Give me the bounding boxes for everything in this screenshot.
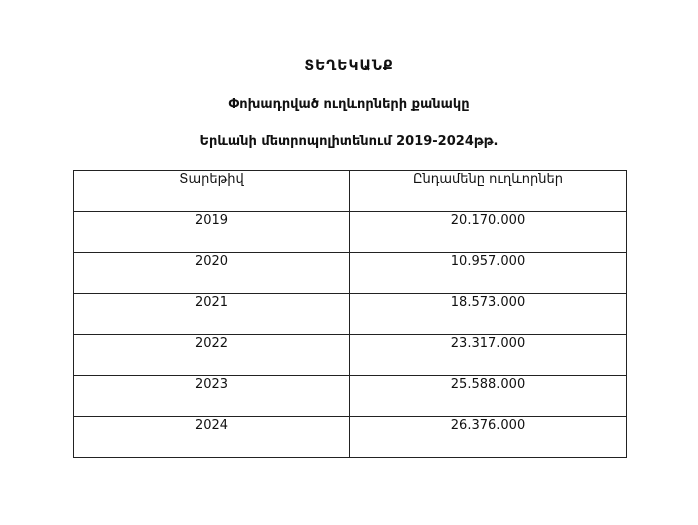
passengers-cell: 23.317.000 [350,335,627,376]
document-subtitle: Փոխադրված ուղևորների քանակը [228,97,470,112]
year-cell: 2021 [74,294,350,335]
year-cell: 2022 [74,335,350,376]
passengers-cell: 10.957.000 [350,253,627,294]
year-cell: 2024 [74,417,350,458]
header-passengers: Ընդամենը ուղևորներ [350,171,627,212]
table-row [74,335,627,376]
document-subtitle-period: Երևանի մետրոպոլիտենում 2019-2024թթ. [199,134,499,149]
document-title: ՏԵՂԵԿԱՆՔ [304,58,394,74]
passengers-cell: 18.573.000 [350,294,627,335]
table-row [74,294,627,335]
header-year: Տարեթիվ [74,171,350,212]
table-row [74,212,627,253]
table-row [74,376,627,417]
year-cell: 2019 [74,212,350,253]
year-cell: 2023 [74,376,350,417]
table-header-row [74,171,627,212]
passengers-cell: 20.170.000 [350,212,627,253]
passengers-cell: 25.588.000 [350,376,627,417]
passengers-cell: 26.376.000 [350,417,627,458]
table-row [74,417,627,458]
table-row [74,253,627,294]
passengers-table [73,170,627,458]
year-cell: 2020 [74,253,350,294]
